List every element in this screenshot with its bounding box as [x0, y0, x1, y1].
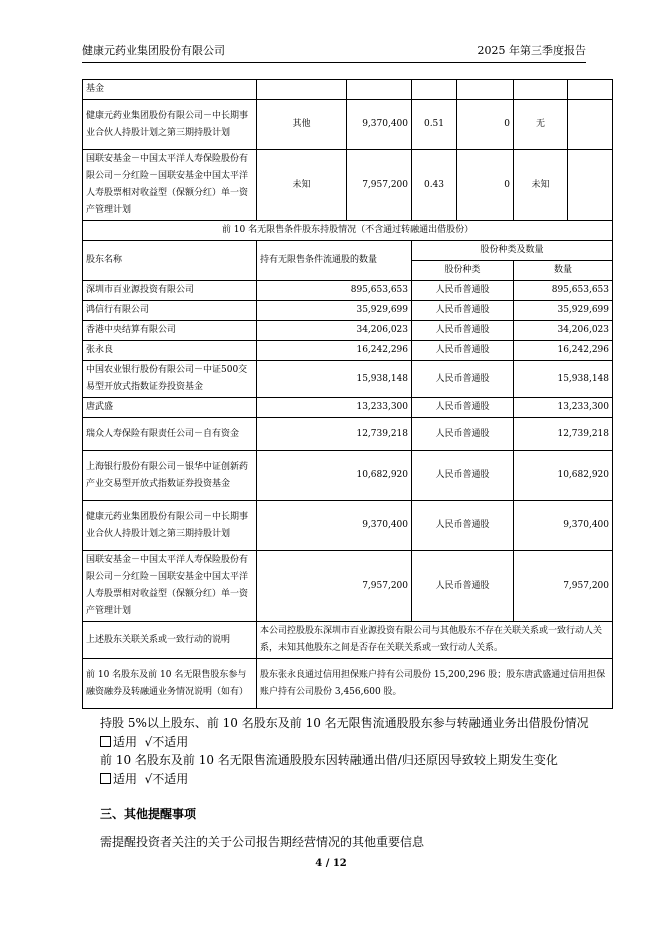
col-header-kind: 股份种类 [412, 261, 514, 281]
relation-label: 上述股东关联关系或一致行动的说明 [83, 622, 257, 659]
col-header-class: 股份种类及数量 [412, 241, 613, 261]
share-amount: 9,370,400 [514, 501, 613, 551]
page-number: 4 / 12 [315, 858, 347, 869]
company-name: 健康元药业集团股份有限公司 [82, 44, 225, 57]
col-header-amount: 数量 [514, 261, 613, 281]
lending-applicable: 适用 [113, 735, 138, 749]
share-kind: 人民币普通股 [412, 341, 514, 361]
table-row [83, 501, 613, 551]
share-kind: 人民币普通股 [412, 281, 514, 301]
share-amount: 13,233,300 [514, 398, 613, 418]
holder-qty: 10,682,920 [257, 451, 412, 501]
holder-extra [568, 80, 613, 100]
share-kind: 人民币普通股 [412, 301, 514, 321]
holder-qty: 7,957,200 [257, 551, 412, 622]
holder-pct: 0.51 [412, 100, 457, 150]
checkbox-icon[interactable] [100, 736, 111, 747]
holder-pct: 0.43 [412, 150, 457, 221]
holder-name: 基金 [83, 80, 257, 100]
table-row [83, 341, 613, 361]
relation-text: 本公司控股股东深圳市百业源投资有限公司与其他股东不存在关联关系或一致行动人关系，未知其他股东之间是否存在关联关系或一致行动人关系。 [257, 622, 613, 659]
holder-qty: 9,370,400 [257, 501, 412, 551]
margin-text: 股东张永良通过信用担保账户持有公司股份 15,200,296 股；股东唐武盛通过信用担保账户持有公司股份 3,456,600 股。 [257, 659, 613, 709]
share-amount: 12,739,218 [514, 418, 613, 451]
change-line: 前 10 名股东及前 10 名无限售流通股股东因转融通出借/归还原因导致较上期发生变化 [100, 753, 558, 767]
holder-shares: 7,957,200 [347, 150, 412, 221]
change-not-applicable: √不适用 [144, 772, 189, 786]
holder-pledge: 0 [457, 100, 514, 150]
holder-name: 上海银行股份有限公司－银华中证创新药产业交易型开放式指数证券投资基金 [83, 451, 257, 501]
share-kind: 人民币普通股 [412, 321, 514, 341]
holder-type: 其他 [257, 100, 347, 150]
page-header [82, 40, 586, 63]
section-caption: 前 10 名无限售条件股东持股情况（不含通过转融通出借股份） [83, 221, 613, 241]
share-kind: 人民币普通股 [412, 501, 514, 551]
notice-text: 需提醒投资者关注的关于公司报告期经营情况的其他重要信息 [100, 835, 425, 849]
share-kind: 人民币普通股 [412, 418, 514, 451]
share-amount: 34,206,023 [514, 321, 613, 341]
holder-status [514, 80, 568, 100]
lending-options [100, 733, 188, 751]
section-title: 三、其他提醒事项 [100, 807, 197, 821]
share-amount: 16,242,296 [514, 341, 613, 361]
holder-qty: 35,929,699 [257, 301, 412, 321]
holder-pledge: 0 [457, 150, 514, 221]
change-applicable: 适用 [113, 772, 138, 786]
holder-status: 未知 [514, 150, 568, 221]
margin-label: 前 10 名股东及前 10 名无限售股东参与融资融券及转融通业务情况说明（如有） [83, 659, 257, 709]
holder-qty: 13,233,300 [257, 398, 412, 418]
col-header-name: 股东名称 [83, 241, 257, 281]
share-amount: 15,938,148 [514, 361, 613, 398]
holder-qty: 895,653,653 [257, 281, 412, 301]
share-kind: 人民币普通股 [412, 398, 514, 418]
table-row [83, 80, 613, 100]
share-amount: 35,929,699 [514, 301, 613, 321]
table-row [83, 451, 613, 501]
holder-name: 健康元药业集团股份有限公司－中长期事业合伙人持股计划之第三期持股计划 [83, 100, 257, 150]
holder-name: 国联安基金－中国太平洋人寿保险股份有限公司－分红险－国联安基金中国太平洋人寿股票相对收益型（保额分红）单一资产管理计划 [83, 551, 257, 622]
table-row [83, 301, 613, 321]
share-amount: 895,653,653 [514, 281, 613, 301]
table-row [83, 361, 613, 398]
table-row [83, 281, 613, 301]
holder-name: 鸿信行有限公司 [83, 301, 257, 321]
holder-name: 张永良 [83, 341, 257, 361]
share-amount: 10,682,920 [514, 451, 613, 501]
holder-name: 中国农业银行股份有限公司－中证500交易型开放式指数证券投资基金 [83, 361, 257, 398]
holder-qty: 12,739,218 [257, 418, 412, 451]
table-row [83, 398, 613, 418]
shareholder-table [82, 79, 613, 709]
holder-shares [347, 80, 412, 100]
table-row [83, 100, 613, 150]
holder-name: 健康元药业集团股份有限公司－中长期事业合伙人持股计划之第三期持股计划 [83, 501, 257, 551]
holder-extra [568, 100, 613, 150]
holder-name: 香港中央结算有限公司 [83, 321, 257, 341]
table-row [83, 321, 613, 341]
holder-shares: 9,370,400 [347, 100, 412, 150]
table-row [83, 551, 613, 622]
holder-extra [568, 150, 613, 221]
col-header-qty: 持有无限售条件流通股的数量 [257, 241, 412, 281]
share-kind: 人民币普通股 [412, 451, 514, 501]
holder-type [257, 80, 347, 100]
table-row [83, 418, 613, 451]
holder-name: 深圳市百业源投资有限公司 [83, 281, 257, 301]
holder-status: 无 [514, 100, 568, 150]
holder-name: 国联安基金－中国太平洋人寿保险股份有限公司－分红险－国联安基金中国太平洋人寿股票相对收益型（保额分红）单一资产管理计划 [83, 150, 257, 221]
holder-qty: 15,938,148 [257, 361, 412, 398]
holder-qty: 34,206,023 [257, 321, 412, 341]
share-amount: 7,957,200 [514, 551, 613, 622]
lending-not-applicable: √不适用 [144, 735, 189, 749]
lending-line: 持股 5%以上股东、前 10 名股东及前 10 名无限售流通股股东参与转融通业务出借股份情况 [100, 716, 589, 730]
share-kind: 人民币普通股 [412, 551, 514, 622]
holder-name: 唐武盛 [83, 398, 257, 418]
holder-qty: 16,242,296 [257, 341, 412, 361]
report-title: 2025 年第三季度报告 [477, 44, 586, 57]
holder-pledge [457, 80, 514, 100]
table-row [83, 150, 613, 221]
share-kind: 人民币普通股 [412, 361, 514, 398]
holder-type: 未知 [257, 150, 347, 221]
holder-name: 瑞众人寿保险有限责任公司－自有资金 [83, 418, 257, 451]
checkbox-icon[interactable] [100, 773, 111, 784]
change-options [100, 770, 188, 788]
holder-pct [412, 80, 457, 100]
